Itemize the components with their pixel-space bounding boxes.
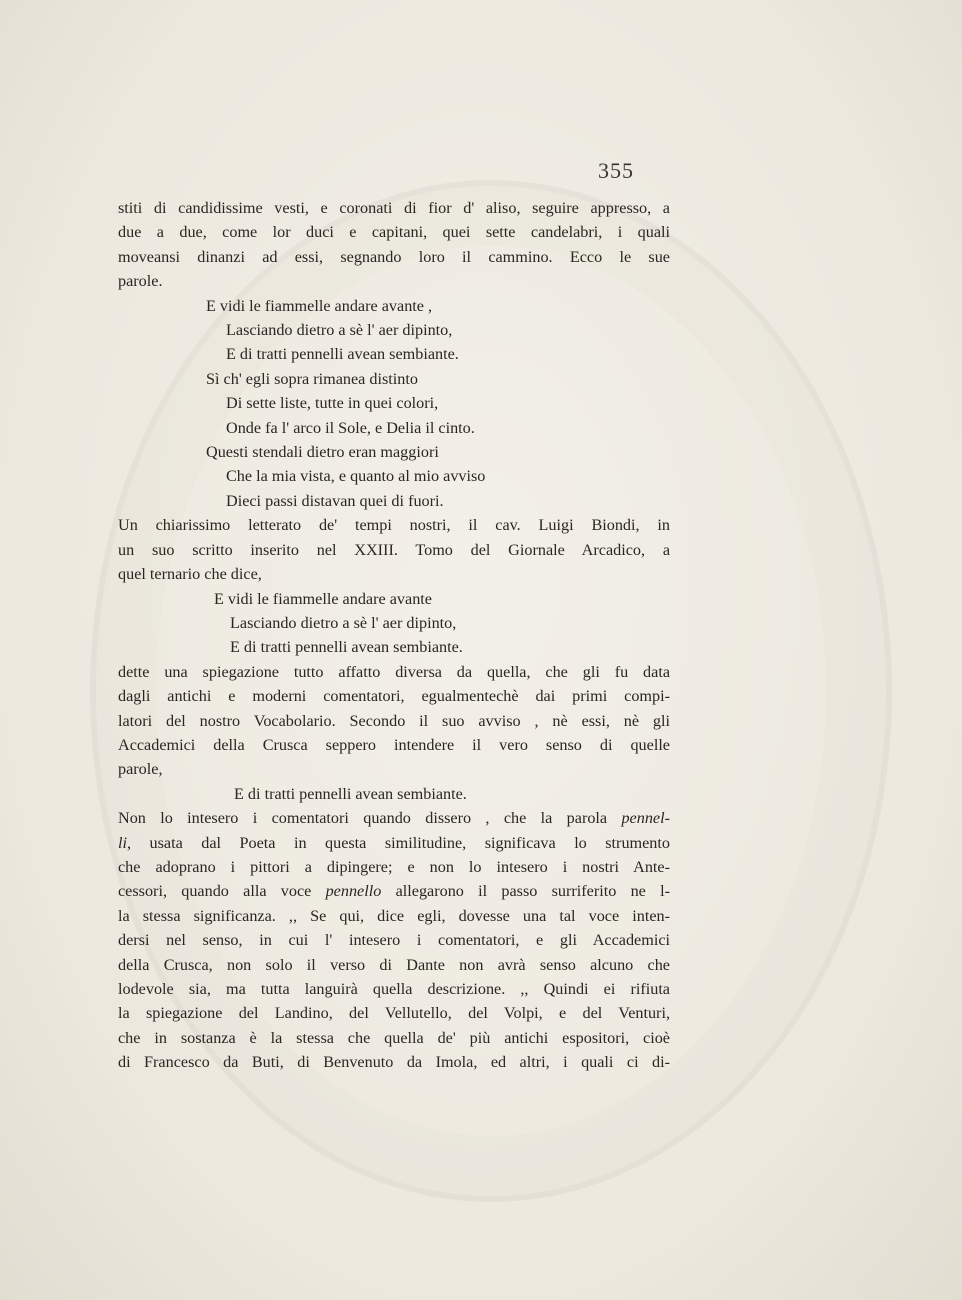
verse-line: Onde fa l' arco il Sole, e Delia il cinto. xyxy=(226,418,475,437)
text-run: , usata dal Poeta in questa similitudine, significava lo strumento xyxy=(127,833,670,852)
text-line xyxy=(118,806,670,830)
text-line: dette una spiegazione tutto affatto diversa da quella, che gli fu data xyxy=(118,662,670,681)
text-line: la stessa significanza. ,, Se qui, dice egli, dovesse una tal voce inten- xyxy=(118,906,670,925)
verse-line: E di tratti pennelli avean sembiante. xyxy=(234,784,467,803)
text-line: due a due, come lor duci e capitani, quei sette candelabri, i quali xyxy=(118,223,670,242)
verse-line: E di tratti pennelli avean sembiante. xyxy=(230,638,463,657)
verse-line: E vidi le fiammelle andare avante , xyxy=(206,296,433,315)
text-run: Non lo intesero i comentatori quando dissero , che la parola xyxy=(118,809,622,828)
text-line: parole. xyxy=(118,272,163,291)
verse-line: E di tratti pennelli avean sembiante. xyxy=(226,345,459,364)
text-line: parole, xyxy=(118,760,163,779)
text-line: Accademici della Crusca seppero intendere il vero senso di quelle xyxy=(118,735,670,754)
text-line: dagli antichi e moderni comentatori, egualmentechè dai primi compi- xyxy=(118,687,670,706)
text-run: cessori, quando alla voce xyxy=(118,882,326,901)
text-line: che in sostanza è la stessa che quella de' più antichi espositori, cioè xyxy=(118,1028,670,1047)
italic-term: pennello xyxy=(325,882,382,901)
italic-term: pennel- xyxy=(621,809,670,828)
verse-line: E vidi le fiammelle andare avante xyxy=(214,589,432,608)
text-run: allegarono il passo surriferito ne l- xyxy=(381,882,670,901)
text-line: lodevole sia, ma tutta languirà quella descrizione. ,, Quindi ei rifiuta xyxy=(118,980,670,998)
verse-line: Questi stendali dietro eran maggiori xyxy=(206,443,439,462)
text-line: che adoprano i pittori a dipingere; e non lo intesero i nostri Ante- xyxy=(118,857,670,876)
text-line: moveansi dinanzi ad essi, segnando loro il cammino. Ecco le sue xyxy=(118,247,670,266)
body-text xyxy=(118,196,670,1075)
verse-line: Lasciando dietro a sè l' aer dipinto, xyxy=(226,321,453,340)
italic-term: li xyxy=(118,833,127,852)
text-line: la spiegazione del Landino, del Vellutello, del Volpi, e del Venturi, xyxy=(118,1004,670,1023)
verse-line: Di sette liste, tutte in quei colori, xyxy=(226,394,439,413)
text-line: un suo scritto inserito nel XXIII. Tomo del Giornale Arcadico, a xyxy=(118,540,670,559)
text-line: della Crusca, non solo il verso di Dante non avrà senso alcuno che xyxy=(118,955,670,974)
verse-line: Dieci passi distavan quei di fuori. xyxy=(226,491,444,510)
text-line: latori del nostro Vocabolario. Secondo il suo avviso , nè essi, nè gli xyxy=(118,711,670,730)
text-line: dersi nel senso, in cui l' intesero i comentatori, e gli Accademici xyxy=(118,931,670,950)
text-line: quel ternario che dice, xyxy=(118,565,262,584)
text-line: di Francesco da Buti, di Benvenuto da Imola, ed altri, i quali ci di- xyxy=(118,1053,670,1072)
text-line xyxy=(118,879,670,903)
page-number: 355 xyxy=(598,158,634,183)
text-line: Un chiarissimo letterato de' tempi nostri, il cav. Luigi Biondi, in xyxy=(118,516,670,535)
verse-line: Che la mia vista, e quanto al mio avviso xyxy=(226,467,486,486)
verse-line: Sì ch' egli sopra rimanea distinto xyxy=(206,369,418,388)
verse-line: Lasciando dietro a sè l' aer dipinto, xyxy=(230,613,457,632)
text-line: stiti di candidissime vesti, e coronati di fior d' aliso, seguire appresso, a xyxy=(118,199,670,217)
text-line xyxy=(118,831,670,855)
